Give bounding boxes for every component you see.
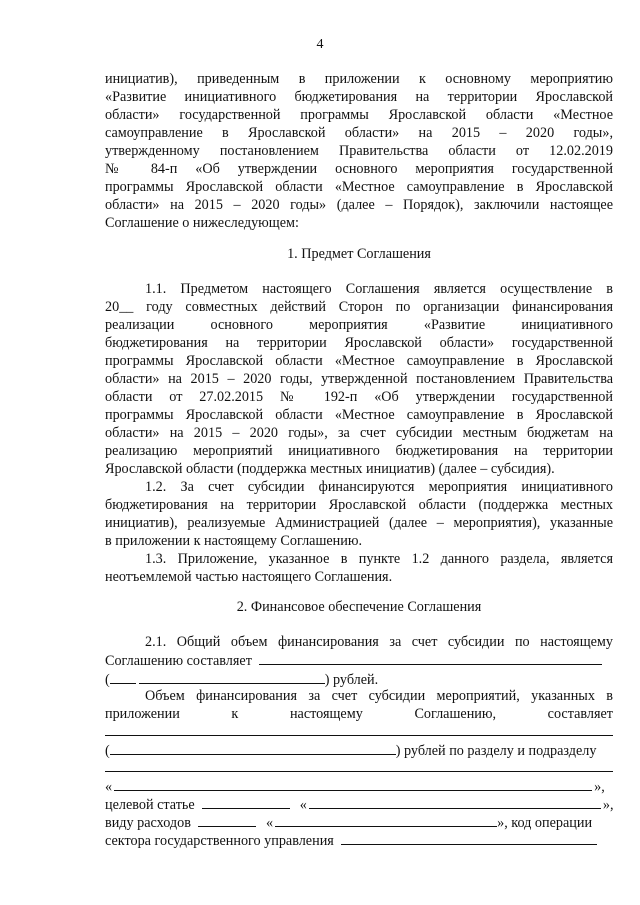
text-line: области» на 2015 – 2020 годы», за счет субсидии местным бюджетам на	[105, 425, 613, 441]
text-fragment: Соглашению составляет	[105, 653, 252, 669]
text-line	[105, 831, 613, 850]
text-fragment: «	[266, 815, 274, 831]
text-line: неотъемлемой частью настоящего Соглашения.	[105, 569, 393, 585]
text-fragment: ) рублей по разделу и подразделу	[395, 743, 597, 759]
text-line	[105, 651, 613, 670]
section-2-heading: 2. Финансовое обеспечение Соглашения	[236, 599, 482, 615]
text-line: программы Ярославской области «Местное самоуправление в Ярославской	[105, 407, 613, 423]
text-line: инициатив), реализуемые Администрацией (далее – мероприятия), указанные	[105, 515, 613, 531]
text-fragment: », код операции	[497, 815, 593, 831]
text-line	[105, 777, 613, 796]
text-line: программы Ярославской области «Местное самоуправление в Ярославской	[105, 179, 613, 195]
rubles-words-blank[interactable]	[110, 741, 396, 755]
text-line: утвержденному постановлением Правительства области от 12.02.2019	[105, 143, 613, 159]
text-line	[105, 795, 613, 814]
page-number: 4	[316, 37, 324, 52]
text-line: в приложении к настоящему Соглашению.	[105, 533, 362, 549]
text-line: области» на 2015 – 2020 годы» (далее – Порядок), заключили настоящее	[105, 197, 613, 213]
text-fragment: сектора государственного управления	[105, 833, 334, 849]
text-fragment: »,	[594, 779, 605, 795]
text-line: области» государственной программы Ярославской области «Местное	[105, 107, 613, 123]
text-fragment: виду расходов	[105, 815, 191, 831]
sector-code-blank[interactable]	[341, 831, 597, 845]
text-line: Соглашение о нижеследующем:	[105, 215, 299, 231]
text-fragment: «	[299, 797, 307, 813]
text-line: Объем финансирования за счет субсидии мероприятий, указанных в	[145, 688, 613, 704]
paragraph-2-1	[105, 633, 613, 689]
amount-words-blank-small[interactable]	[110, 670, 136, 684]
paragraph-1-3	[105, 550, 613, 586]
amount-blank[interactable]	[259, 651, 602, 665]
text-line: программы Ярославской области «Местное самоуправление в Ярославской	[105, 353, 613, 369]
text-line: Ярославской области (поддержка местных инициатив) (далее – субсидия).	[105, 461, 555, 477]
text-line: «Развитие инициативного бюджетирования на территории Ярославской	[105, 89, 613, 105]
text-line: 1.1. Предметом настоящего Соглашения является осуществление в	[145, 281, 613, 297]
paragraph-volume	[105, 687, 613, 723]
text-fragment: (	[105, 743, 110, 759]
quote-line	[105, 777, 613, 796]
section-name-blank[interactable]	[114, 777, 592, 791]
intro-paragraph	[105, 70, 613, 232]
volume-amount-blank[interactable]	[105, 735, 613, 736]
text-line: инициатив), приведенным в приложении к основному мероприятию	[105, 71, 613, 87]
sector-line	[105, 831, 613, 850]
text-line: 1.2. За счет субсидии финансируются мероприятия инициативного	[145, 479, 613, 495]
text-line: № 84-п «Об утверждении основного мероприятия государственной	[105, 161, 613, 177]
text-line	[105, 741, 613, 760]
text-line: 20__ году совместных действий Сторон по организации финансирования	[105, 299, 613, 315]
expense-line	[105, 813, 613, 832]
text-line: бюджетирования на территории Ярославской области (поддержка местных	[105, 497, 613, 513]
text-line: реализации основного мероприятия «Развитие инициативного	[105, 317, 613, 333]
expense-name-blank[interactable]	[275, 813, 497, 827]
rubles-line	[105, 741, 613, 760]
target-name-blank[interactable]	[309, 795, 601, 809]
text-line	[105, 813, 613, 832]
target-line	[105, 795, 613, 814]
target-code-blank[interactable]	[202, 795, 290, 809]
text-line: приложении к настоящему Соглашению, составляет	[105, 706, 613, 722]
text-fragment: »,	[602, 797, 613, 813]
text-fragment: ) рублей.	[324, 672, 379, 688]
text-line: области» на 2015 – 2020 годы, утвержденной постановлением Правительства	[105, 371, 613, 387]
text-line: 1.3. Приложение, указанное в пункте 1.2 данного раздела, является	[145, 551, 613, 567]
paragraph-1-2	[105, 478, 613, 550]
amount-words-blank[interactable]	[139, 670, 325, 684]
text-line: реализацию мероприятий инициативного бюджетирования на территории	[105, 443, 613, 459]
text-fragment: целевой статье	[105, 797, 195, 813]
section-1-heading: 1. Предмет Соглашения	[287, 246, 431, 262]
section-subsection-blank[interactable]	[105, 771, 613, 772]
text-line: бюджетирования на территории Ярославской области» государственной	[105, 335, 613, 351]
text-fragment: (	[105, 672, 110, 688]
text-fragment: «	[105, 779, 113, 795]
paragraph-1-1	[105, 280, 613, 478]
expense-code-blank[interactable]	[198, 813, 256, 827]
text-line: 2.1. Общий объем финансирования за счет субсидии по настоящему	[145, 634, 613, 650]
text-line: области от 27.02.2015 № 192-п «Об утверждении государственной	[105, 389, 613, 405]
text-line: самоуправление в Ярославской области» на 2015 – 2020 годы»,	[105, 125, 613, 141]
